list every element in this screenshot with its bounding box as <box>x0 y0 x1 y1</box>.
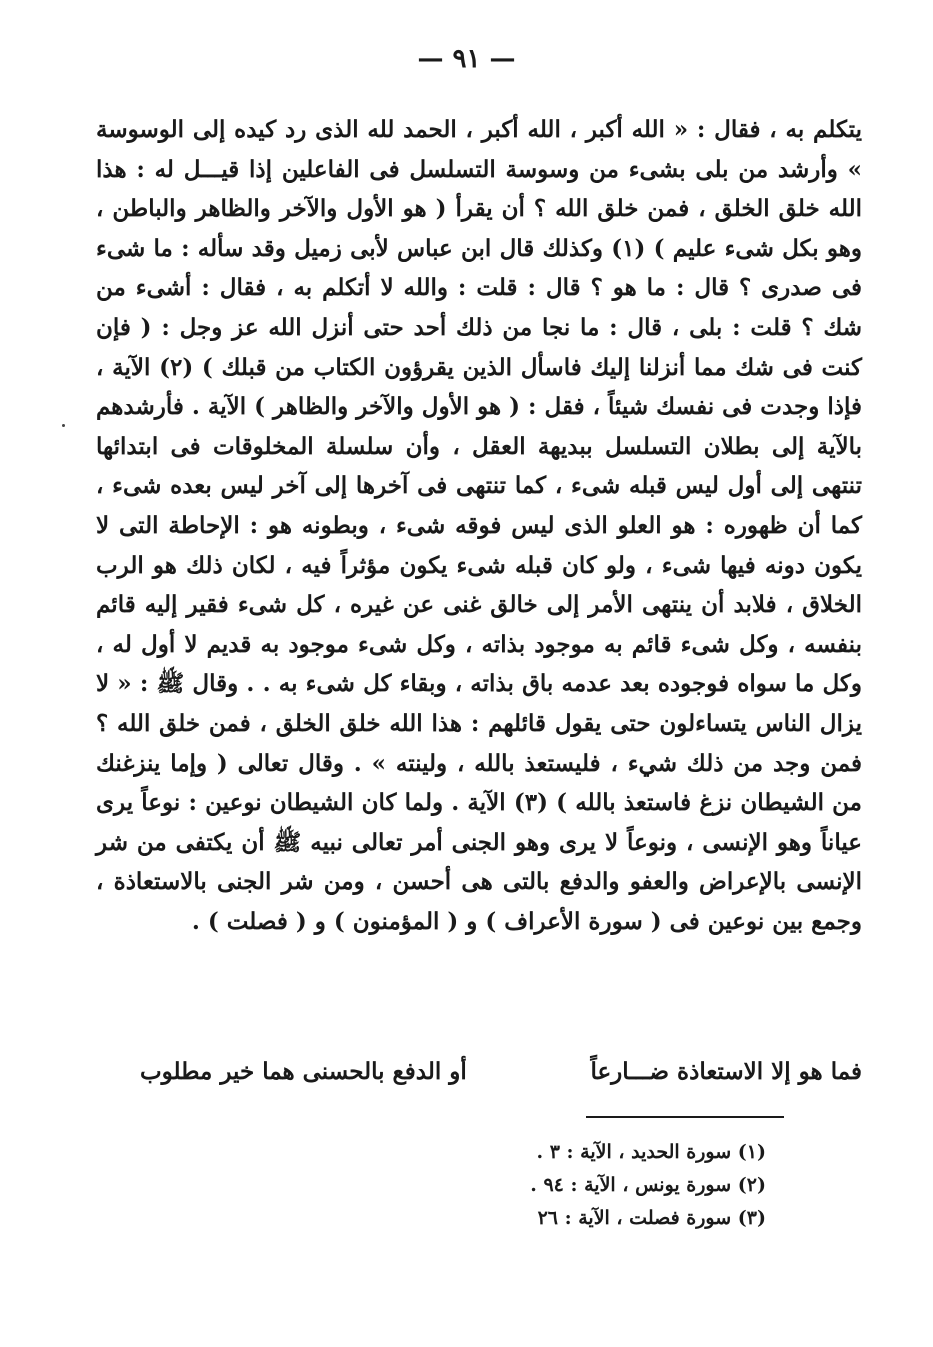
scan-speck <box>62 424 65 427</box>
footnotes-block <box>420 1136 766 1235</box>
page-number: — ٩١ — <box>417 44 516 74</box>
verse-second-hemistich: أو الدفع بالحسنى هما خير مطلوب <box>140 1058 467 1085</box>
footnote-2: (٢) سورة يونس ، الآية : ٩٤ . <box>530 1174 766 1196</box>
main-text-block <box>96 110 862 941</box>
verse-line <box>140 1054 862 1090</box>
verse-first-hemistich: فما هو إلا الاستعاذة ضـــارعاً <box>590 1058 862 1085</box>
footnote-3: (٣) سورة فصلت ، الآية : ٢٦ <box>537 1207 766 1229</box>
footnote-1: (١) سورة الحديد ، الآية : ٣ . <box>536 1141 766 1163</box>
footnote-divider <box>586 1116 784 1118</box>
main-paragraph: يتكلم به ، فقال : « الله أكبر ، الله أكبر ، الحمد لله الذى رد كيده إلى الوسوسة » وأرشد من بلى بشىء من وسوسة التسلسل فى الفاعلين إذا قيـــل له : هذا الله خلق الخلق ، فمن خلق الله ؟ أن يقرأ ( هو الأول والآخر والظاهر والباطن ، وهو بكل شىء عليم ) (١) وكذلك قال ابن عباس لأبى زميل وقد سأله : ما شىء فى صدرى ؟ قال : ما هو ؟ قال : قلت : والله لا أتكلم به ، فقال : أشىء من شك ؟ قلت : بلى ، قال : ما نجا من ذلك أحد حتى أنزل الله عز وجل : ( فإن كنت فى شك مما أنزلنا إليك فاسأل الذين يقرؤون الكتاب من قبلك ) (٢) الآية ، فإذا وجدت فى نفسك شيئاً ، فقل : ( هو الأول والآخر والظاهر ) الآية . فأرشدهم بالآية إلى بطلان التسلسل ببديهة العقل ، وأن سلسلة المخلوقات فى ابتدائها تنتهى إلى أول ليس قبله شىء ، كما تنتهى فى آخرها إلى آخر ليس بعده شىء ، كما أن ظهوره : هو العلو الذى ليس فوقه شىء ، وبطونه هو : الإحاطة التى لا يكون دونه فيها شىء ، ولو كان قبله شىء يكون مؤثراً فيه ، لكان ذلك هو الرب الخلاق ، فلابد أن ينتهى الأمر إلى خالق غنى عن غيره ، كل شىء فقير إليه قائم بنفسه ، وكل شىء قائم به موجود بذاته ، وكل شىء موجود به قديم لا أول له ، وكل ما سواه فوجوده بعد عدمه باق بذاته ، وبقاء كل شىء به . . وقال ﷺ : « لا يزال الناس يتساءلون حتى يقول قائلهم : هذا الله خلق الخلق ، فمن خلق الله ؟ فمن وجد من ذلك شيء ، فليستعذ بالله ، ولينته » . وقال تعالى ( وإما ينزغنك من الشيطان نزغ فاستعذ بالله ) (٣) الآية . ولما كان الشيطان نوعين : نوعاً يرى عياناً وهو الإنسى ، ونوعاً لا يرى وهو الجنى أمر تعالى نبيه ﷺ أن يكتفى من شر الإنسى بالإعراض والعفو والدفع بالتى هى أحسن ، ومن شر الجنى بالاستعاذة ، وجمع بين نوعين فى ( سورة الأعراف ) و ( المؤمنون ) و ( فصلت ) . <box>96 116 863 935</box>
